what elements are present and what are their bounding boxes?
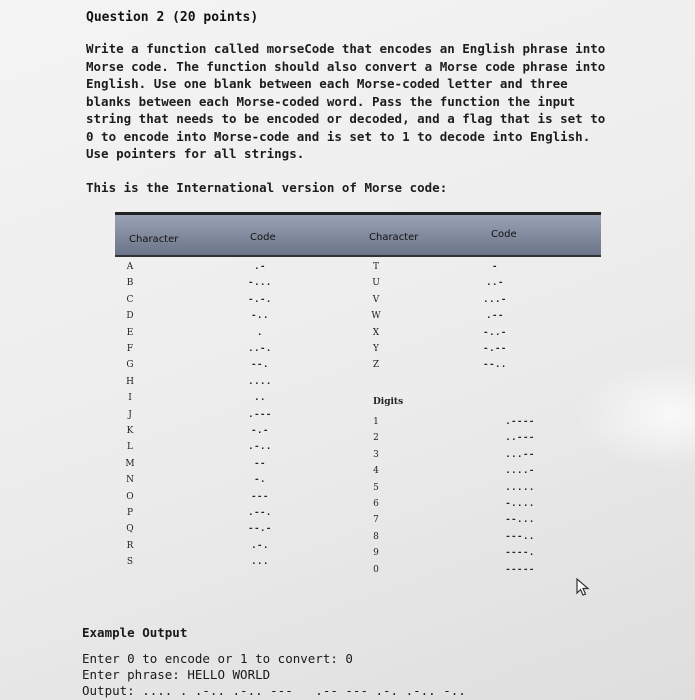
letter-code: .-: [254, 262, 266, 272]
digit-code: --...: [505, 515, 535, 526]
digit-code: ---..: [505, 531, 535, 542]
letter-code: -..-: [483, 327, 507, 338]
instruction-line: blanks between each Morse-coded word. Pass the function the input: [86, 93, 576, 109]
letter-char: M: [125, 458, 135, 469]
letter-code: ....: [248, 376, 272, 387]
instruction-line: string that needs to be encoded or decoded, and a flag that is set to: [86, 111, 606, 126]
digit-char: 8: [373, 531, 379, 542]
example-prompt-phrase: Enter phrase: HELLO WORLD: [82, 667, 271, 682]
letter-char: N: [126, 475, 134, 486]
letter-code: ..-.: [248, 344, 272, 354]
header-character-left: Character: [129, 234, 179, 245]
letter-code: --: [254, 458, 266, 469]
letter-code: .-.: [251, 540, 269, 551]
letter-char: V: [372, 294, 380, 305]
letter-char: I: [128, 393, 132, 404]
letter-char: H: [126, 376, 134, 387]
letter-char: Z: [372, 360, 380, 371]
digit-code: ...--: [505, 449, 535, 460]
digit-code: .....: [505, 482, 535, 493]
digit-code: .----: [505, 417, 535, 427]
letter-code: ...-: [483, 294, 507, 305]
morse-intro-text: This is the International version of Morse code:: [86, 180, 448, 195]
photo-glare: [575, 360, 695, 470]
letter-char: Q: [126, 524, 134, 535]
digit-char: 1: [373, 417, 379, 427]
letter-char: G: [126, 360, 134, 371]
letter-code: -: [492, 262, 498, 272]
letter-code: ..: [254, 393, 266, 404]
header-code-left: Code: [250, 232, 276, 243]
letter-char: E: [126, 327, 134, 338]
letter-code: --..: [483, 360, 507, 371]
letter-char: S: [126, 557, 134, 568]
letter-char: R: [126, 540, 134, 551]
mouse-pointer-icon: [575, 578, 591, 596]
digit-char: 5: [373, 482, 379, 493]
header-code-right: Code: [491, 229, 517, 240]
digit-char: 3: [373, 449, 379, 460]
digit-code: ..---: [505, 433, 535, 444]
example-output-line: Output: .... . .-.. .-.. --- .-- --- .-. .-.. -..: [82, 683, 466, 698]
letter-code: -.--: [483, 344, 507, 354]
letter-code: -.: [254, 475, 266, 486]
question-title: Question 2 (20 points): [86, 10, 259, 25]
letter-code: --.: [251, 360, 269, 371]
digit-code: ....-: [505, 466, 535, 477]
letter-code: ---: [251, 491, 269, 502]
letter-code: -.-: [251, 426, 269, 436]
letter-code: ...: [251, 557, 269, 568]
letter-char: F: [126, 344, 134, 354]
digit-code: -----: [505, 564, 535, 575]
header-character-right: Character: [369, 232, 419, 243]
letter-char: K: [126, 426, 134, 436]
letter-char: O: [126, 491, 134, 502]
example-output-title: Example Output: [82, 625, 188, 640]
letter-code: .---: [248, 409, 272, 420]
letter-code: -..: [251, 311, 269, 322]
letter-char: W: [371, 311, 381, 322]
letter-char: T: [372, 262, 379, 272]
instruction-line: Morse code. The function should also convert a Morse code phrase into: [86, 58, 606, 74]
instruction-line: English. Use one blank between each Morse-coded letter and three: [86, 76, 568, 91]
letter-char: J: [128, 409, 132, 420]
letter-char: U: [372, 278, 380, 289]
digit-code: ----.: [505, 548, 535, 559]
digit-char: 9: [373, 548, 379, 559]
letter-char: L: [127, 442, 133, 453]
letter-char: C: [126, 294, 134, 305]
instruction-line: 0 to encode into Morse-code and is set to 1 to decode into English.: [86, 128, 591, 144]
letter-char: B: [126, 278, 134, 289]
letter-code: .-..: [248, 442, 272, 453]
letter-char: X: [372, 327, 380, 338]
table-header: [115, 215, 601, 257]
letter-char: Y: [373, 344, 379, 354]
letter-code: .--: [486, 311, 504, 322]
digit-char: 2: [373, 433, 379, 444]
letter-char: A: [126, 262, 134, 272]
instruction-line: Use pointers for all strings.: [86, 146, 305, 161]
digit-code: -....: [505, 499, 535, 509]
digit-char: 0: [373, 564, 379, 575]
digits-label: Digits: [373, 397, 404, 407]
digit-char: 6: [373, 499, 379, 509]
letter-char: D: [126, 311, 134, 322]
digit-char: 7: [373, 515, 379, 526]
example-prompt-mode: Enter 0 to encode or 1 to convert: 0: [82, 651, 353, 666]
letter-code: --.-: [248, 524, 272, 535]
letter-code: .: [257, 327, 263, 338]
digit-char: 4: [373, 466, 379, 477]
instruction-line: Write a function called morseCode that encodes an English phrase into: [86, 41, 606, 56]
question-instructions: [86, 40, 626, 163]
letter-char: P: [126, 508, 134, 518]
letter-code: .--.: [248, 508, 272, 518]
letter-code: ..-: [486, 278, 504, 289]
morse-code-table: [115, 212, 601, 584]
letter-code: -...: [248, 278, 272, 289]
letter-code: -.-.: [248, 294, 272, 305]
